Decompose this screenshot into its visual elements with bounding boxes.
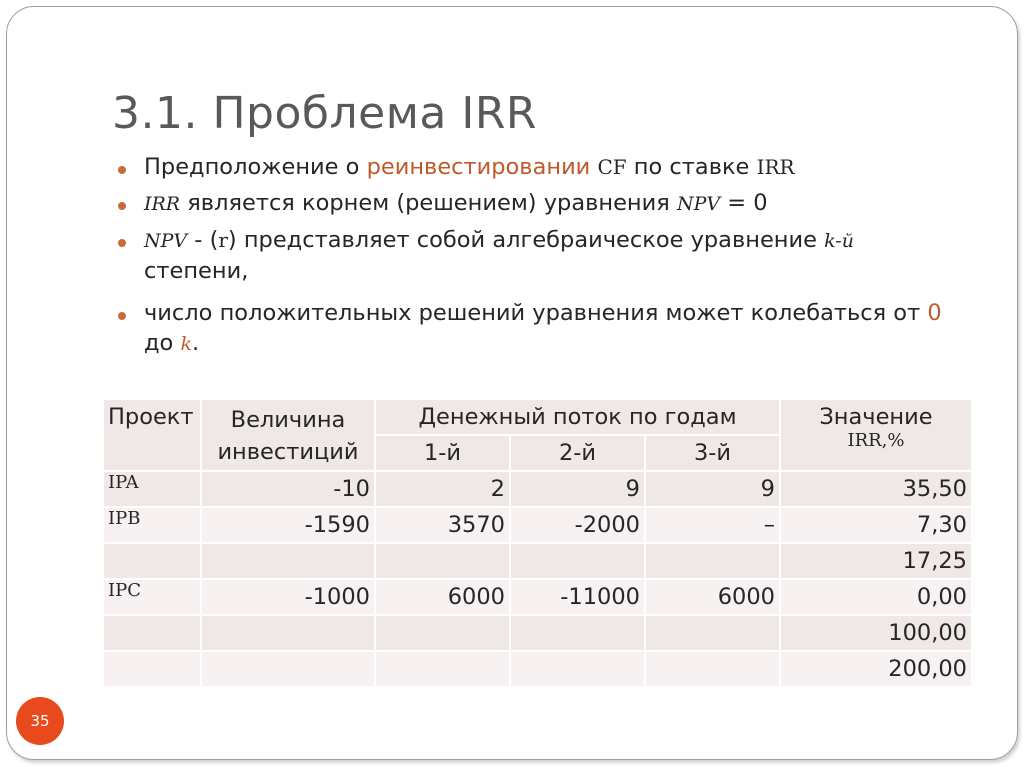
cell-year-3 (645, 543, 780, 579)
cell-irr: 0,00 (780, 579, 972, 615)
header-irr (780, 399, 972, 471)
cell-investment (201, 615, 375, 651)
cell-irr: 200,00 (780, 651, 972, 687)
bullet-term: k-й (824, 230, 854, 252)
page-number-badge: 35 (16, 697, 64, 745)
bullet-dot-icon (118, 312, 126, 320)
header-year-1: 1-й (375, 435, 510, 471)
cell-year-1: 3570 (375, 507, 510, 543)
header-cashflow: Денежный поток по годам (375, 399, 780, 435)
cell-year-1: 6000 (375, 579, 510, 615)
bullet-list (118, 152, 978, 359)
cell-year-1 (375, 651, 510, 687)
bullet-text: число положительных решений уравнения может колебаться от (144, 300, 928, 326)
cell-investment: -10 (201, 471, 375, 507)
cell-project: IPB (103, 507, 201, 543)
slide-title: 3.1. Проблема IRR (112, 88, 537, 139)
header-year-3: 3-й (645, 435, 780, 471)
cell-irr: 35,50 (780, 471, 972, 507)
bullet-term: NPV (144, 230, 188, 252)
table-row (103, 507, 972, 543)
cell-investment: -1590 (201, 507, 375, 543)
cell-investment (201, 651, 375, 687)
cell-year-1: 2 (375, 471, 510, 507)
bullet-text: . (192, 330, 200, 356)
bullet-text: по ставке (626, 154, 757, 180)
cell-year-2: -2000 (510, 507, 645, 543)
bullet-term: IRR (756, 155, 795, 179)
bullet-text: является корнем (решением) уравнения (180, 190, 677, 216)
bullet-highlight: k (180, 333, 192, 355)
bullet-dot-icon (118, 202, 126, 210)
cell-project: IPA (103, 471, 201, 507)
bullet-text: - ( (187, 227, 219, 253)
cell-irr: 7,30 (780, 507, 972, 543)
header-investment: Величина инвестиций (201, 399, 375, 471)
cell-year-2 (510, 543, 645, 579)
bullet-item (118, 152, 978, 182)
bullet-term: CF (597, 155, 627, 179)
bullet-item (118, 188, 978, 219)
bullet-item (118, 298, 978, 359)
cell-investment (201, 543, 375, 579)
cell-project (103, 543, 201, 579)
cell-year-3: 6000 (645, 579, 780, 615)
bullet-term: NPV (676, 193, 721, 215)
cell-year-3 (645, 651, 780, 687)
cell-irr: 100,00 (780, 615, 972, 651)
bullet-item (118, 225, 978, 286)
cell-year-3: 9 (645, 471, 780, 507)
cell-irr: 17,25 (780, 543, 972, 579)
bullet-text: ) представляет собой алгебраическое уравнение (227, 227, 825, 253)
bullet-term: IRR (144, 193, 181, 215)
cell-year-2: -11000 (510, 579, 645, 615)
bullet-text: степени, (144, 258, 249, 284)
bullet-highlight: реинвестировании (366, 154, 591, 180)
header-year-2: 2-й (510, 435, 645, 471)
cell-investment: -1000 (201, 579, 375, 615)
table-row (103, 543, 972, 579)
cell-year-1 (375, 543, 510, 579)
cell-year-2 (510, 615, 645, 651)
table-row (103, 615, 972, 651)
cell-project (103, 651, 201, 687)
bullet-dot-icon (118, 166, 126, 174)
table-row (103, 651, 972, 687)
bullet-highlight: 0 (927, 300, 942, 326)
cell-project: IPC (103, 579, 201, 615)
header-irr-unit: IRR,% (847, 430, 905, 451)
bullet-text: до (144, 330, 181, 356)
table-row (103, 579, 972, 615)
cell-year-3 (645, 615, 780, 651)
header-project: Проект (103, 399, 201, 471)
bullet-text: Предположение о (144, 154, 367, 180)
cell-year-2: 9 (510, 471, 645, 507)
bullet-term: r (218, 228, 228, 252)
cell-year-1 (375, 615, 510, 651)
cell-year-3: – (645, 507, 780, 543)
header-irr-label: Значение (819, 404, 933, 430)
cell-project (103, 615, 201, 651)
bullet-dot-icon (118, 239, 126, 247)
irr-table (102, 398, 973, 688)
bullet-text: = 0 (720, 190, 768, 216)
cell-year-2 (510, 651, 645, 687)
table-row (103, 471, 972, 507)
